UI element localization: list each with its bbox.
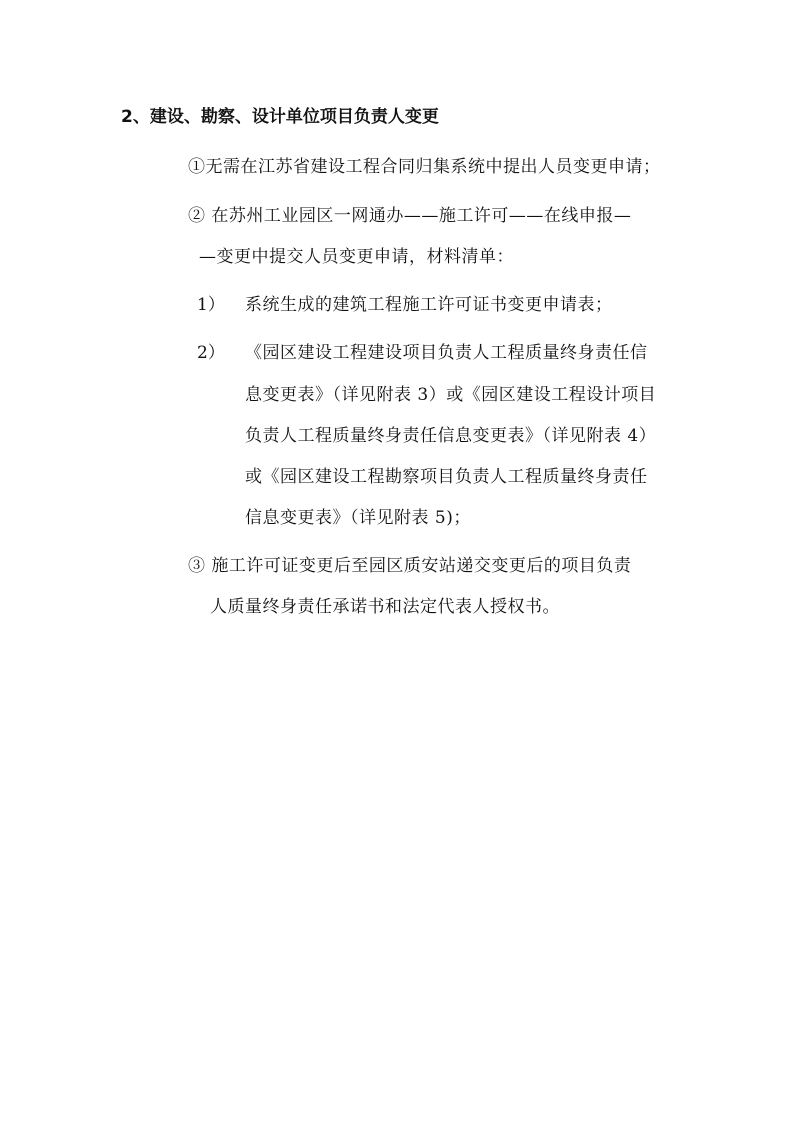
item-2-line-2: —变更中提交人员变更申请，材料清单： — [199, 247, 514, 267]
item-3-line-1: ③ 施工许可证变更后至园区质安站递交变更后的项目负责 — [188, 556, 632, 576]
item-3-line-2: 人质量终身责任承诺书和法定代表人授权书。 — [210, 597, 560, 617]
sub-item-2-number: 2） — [197, 343, 225, 363]
sub-item-2-line-1: 《园区建设工程建设项目负责人工程质量终身责任信 — [245, 343, 648, 363]
sub-item-2-line-3: 负责人工程质量终身责任信息变更表》（详见附表 4） — [245, 426, 657, 446]
item-1-text: ①无需在江苏省建设工程合同归集系统中提出人员变更申请； — [188, 157, 661, 177]
section-heading: 2、建设、勘察、设计单位项目负责人变更 — [121, 107, 439, 127]
sub-item-2-line-4: 或《园区建设工程勘察项目负责人工程质量终身责任 — [245, 467, 648, 487]
sub-item-1-text: 系统生成的建筑工程施工许可证书变更申请表； — [245, 295, 613, 315]
sub-item-2-line-2: 息变更表》（详见附表 3）或《园区建设工程设计项目 — [245, 385, 657, 405]
sub-item-1-number: 1） — [197, 295, 225, 315]
item-2-line-1: ② 在苏州工业园区一网通办——施工许可——在线申报— — [188, 206, 632, 226]
sub-item-2-line-5: 信息变更表》（详见附表 5)； — [245, 508, 471, 528]
